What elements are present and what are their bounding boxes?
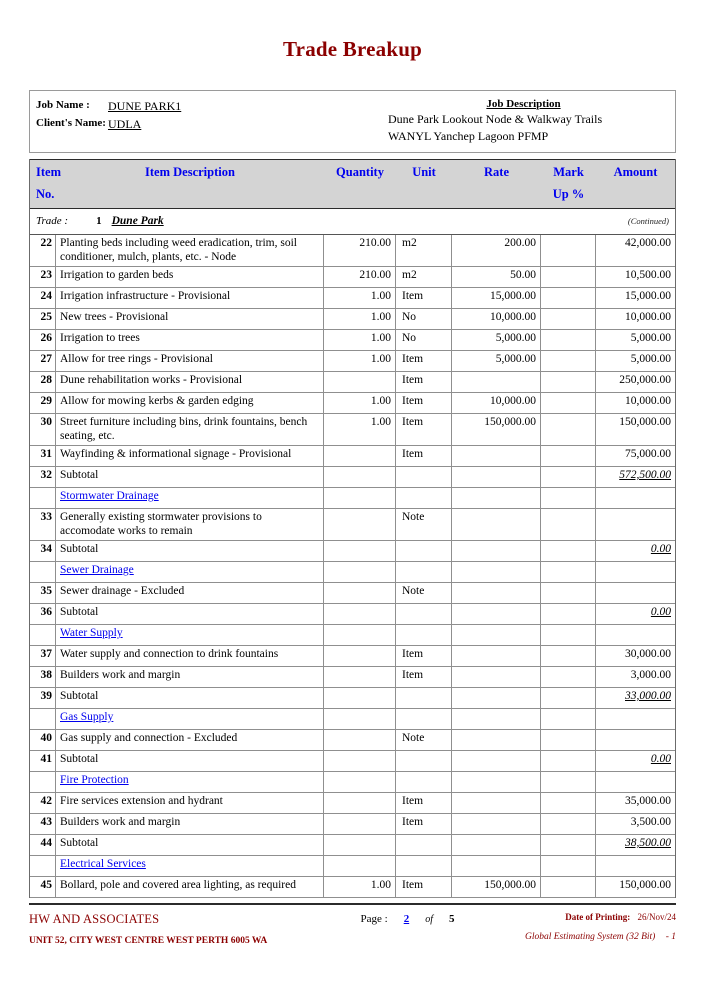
cell-no: 38 — [30, 667, 56, 687]
item-row — [30, 793, 675, 814]
cell-rate — [452, 583, 541, 603]
cell-qty — [324, 488, 396, 508]
cell-amount: 150,000.00 — [619, 416, 671, 428]
page-title: Trade Breakup — [283, 37, 422, 61]
item-row — [30, 730, 675, 751]
cell-no: 25 — [30, 309, 56, 329]
header-up-pct-label: Up % — [552, 187, 585, 201]
cell-unit: Note — [396, 583, 452, 603]
subtotal-row — [30, 751, 675, 772]
trade-number: 1 — [96, 215, 102, 227]
page-footer — [29, 903, 676, 946]
page-label: Page : — [360, 913, 388, 925]
cell-no: 45 — [30, 877, 56, 897]
cell-desc — [56, 856, 324, 876]
cell-qty: 210.00 — [324, 267, 396, 287]
cell-desc — [56, 709, 324, 729]
cell-desc: Dune rehabilitation works - Provisional — [56, 372, 324, 392]
cell-amount: 5,000.00 — [630, 353, 671, 365]
cell-amount: 0.00 — [650, 543, 671, 555]
section-header-row — [30, 856, 675, 877]
cell-rate: 5,000.00 — [452, 351, 541, 371]
cell-qty: 1.00 — [324, 393, 396, 413]
cell-desc: Subtotal — [56, 688, 324, 708]
cell-unit — [396, 541, 452, 561]
cell-mark — [541, 414, 596, 445]
cell-unit: Item — [396, 351, 452, 371]
cell-unit — [396, 772, 452, 792]
cell-mark — [541, 446, 596, 466]
cell-desc: Sewer drainage - Excluded — [56, 583, 324, 603]
cell-rate — [452, 814, 541, 834]
cell-qty: 1.00 — [324, 288, 396, 308]
cell-no: 23 — [30, 267, 56, 287]
cell-qty — [324, 772, 396, 792]
section-link[interactable]: Fire Protection — [60, 774, 129, 786]
cell-amount: 33,000.00 — [625, 690, 671, 702]
header-amount-label: Amount — [613, 165, 658, 179]
cell-qty — [324, 446, 396, 466]
cell-no: 43 — [30, 814, 56, 834]
cell-no: 34 — [30, 541, 56, 561]
job-description-line-1: Dune Park Lookout Node & Walkway Trails — [388, 112, 603, 126]
cell-rate — [452, 709, 541, 729]
item-row — [30, 667, 675, 688]
item-row — [30, 414, 675, 446]
footer-page-block — [329, 912, 486, 925]
subtotal-row — [30, 835, 675, 856]
job-info-left — [34, 96, 386, 144]
cell-amount — [596, 772, 675, 792]
cell-qty — [324, 625, 396, 645]
cell-rate — [452, 730, 541, 750]
cell-no: 44 — [30, 835, 56, 855]
cell-unit — [396, 625, 452, 645]
cell-mark — [541, 267, 596, 287]
cell-rate — [452, 688, 541, 708]
table-body — [30, 235, 675, 898]
cell-amount — [596, 625, 675, 645]
cell-mark — [541, 688, 596, 708]
cell-qty — [324, 467, 396, 487]
cell-qty: 1.00 — [324, 877, 396, 897]
section-link[interactable]: Gas Supply — [60, 711, 114, 723]
cell-mark — [541, 877, 596, 897]
section-link[interactable]: Water Supply — [60, 627, 123, 639]
cell-qty — [324, 667, 396, 687]
item-row — [30, 235, 675, 267]
cell-qty: 1.00 — [324, 330, 396, 350]
header-item-label: Item — [36, 165, 61, 179]
cell-mark — [541, 814, 596, 834]
cell-no: 27 — [30, 351, 56, 371]
cell-no: 42 — [30, 793, 56, 813]
cell-desc: New trees - Provisional — [56, 309, 324, 329]
cell-no — [30, 772, 56, 792]
cell-rate — [452, 488, 541, 508]
cell-unit: Item — [396, 372, 452, 392]
cell-qty — [324, 688, 396, 708]
header-description — [56, 160, 324, 208]
cell-unit: Item — [396, 288, 452, 308]
page-total: 5 — [448, 913, 455, 925]
cell-rate — [452, 667, 541, 687]
cell-mark — [541, 667, 596, 687]
cell-mark — [541, 541, 596, 561]
cell-unit: Item — [396, 414, 452, 445]
cell-no — [30, 856, 56, 876]
cell-desc: Gas supply and connection - Excluded — [56, 730, 324, 750]
of-label: of — [425, 914, 433, 925]
cell-desc — [56, 562, 324, 582]
section-header-row — [30, 709, 675, 730]
item-row — [30, 393, 675, 414]
cell-no: 28 — [30, 372, 56, 392]
cell-qty — [324, 856, 396, 876]
page-number-link[interactable]: 2 — [403, 913, 410, 925]
item-row — [30, 509, 675, 541]
cell-unit — [396, 751, 452, 771]
cell-mark — [541, 646, 596, 666]
cell-rate — [452, 856, 541, 876]
section-link[interactable]: Sewer Drainage — [60, 564, 134, 576]
cell-unit — [396, 604, 452, 624]
cell-desc: Allow for tree rings - Provisional — [56, 351, 324, 371]
cell-qty — [324, 730, 396, 750]
cell-mark — [541, 583, 596, 603]
trade-label: Trade : — [36, 215, 69, 227]
cell-unit: Item — [396, 393, 452, 413]
cell-desc: Subtotal — [56, 835, 324, 855]
cell-no: 36 — [30, 604, 56, 624]
cell-amount — [596, 562, 675, 582]
cell-mark — [541, 856, 596, 876]
cell-rate — [452, 467, 541, 487]
cell-no: 37 — [30, 646, 56, 666]
header-amount — [596, 160, 675, 208]
item-row — [30, 267, 675, 288]
section-link[interactable]: Stormwater Drainage — [60, 490, 159, 502]
cell-amount: 572,500.00 — [619, 469, 671, 481]
trade-name: Dune Park — [111, 215, 164, 227]
cell-no: 39 — [30, 688, 56, 708]
cell-desc: Wayfinding & informational signage - Provisional — [56, 446, 324, 466]
cell-no: 30 — [30, 414, 56, 445]
cell-desc: Builders work and margin — [56, 667, 324, 687]
cell-desc: Subtotal — [56, 604, 324, 624]
continued-note: (Continued) — [627, 216, 669, 226]
cell-amount: 0.00 — [650, 753, 671, 765]
cell-unit — [396, 467, 452, 487]
client-name-label: Client's Name: — [36, 117, 106, 129]
cell-amount: 38,500.00 — [625, 837, 671, 849]
cell-no: 40 — [30, 730, 56, 750]
cell-qty: 1.00 — [324, 351, 396, 371]
cell-qty — [324, 562, 396, 582]
cell-amount: 30,000.00 — [625, 648, 671, 660]
client-name-row — [36, 117, 386, 132]
cell-desc — [56, 772, 324, 792]
cell-mark — [541, 488, 596, 508]
cell-mark — [541, 604, 596, 624]
cell-rate — [452, 446, 541, 466]
cell-qty — [324, 541, 396, 561]
job-info-right — [386, 96, 671, 144]
trade-heading-row — [30, 209, 675, 235]
cell-rate: 200.00 — [452, 235, 541, 266]
cell-mark — [541, 351, 596, 371]
subtotal-row — [30, 467, 675, 488]
cell-rate: 150,000.00 — [452, 877, 541, 897]
cell-no — [30, 488, 56, 508]
cell-qty — [324, 751, 396, 771]
cell-desc: Builders work and margin — [56, 814, 324, 834]
cell-qty — [324, 583, 396, 603]
cell-desc — [56, 625, 324, 645]
header-markup — [541, 160, 596, 208]
cell-rate — [452, 562, 541, 582]
cell-amount: 15,000.00 — [625, 290, 671, 302]
trade-breakup-table — [29, 159, 676, 898]
cell-qty — [324, 835, 396, 855]
cell-amount: 3,500.00 — [630, 816, 671, 828]
header-rate-label: Rate — [484, 165, 509, 179]
cell-mark — [541, 772, 596, 792]
cell-amount: 0.00 — [650, 606, 671, 618]
header-mark-label: Mark — [553, 165, 584, 179]
cell-no — [30, 625, 56, 645]
subtotal-row — [30, 688, 675, 709]
cell-qty: 1.00 — [324, 309, 396, 329]
cell-rate: 50.00 — [452, 267, 541, 287]
cell-amount — [596, 730, 675, 750]
cell-amount: 3,000.00 — [630, 669, 671, 681]
cell-mark — [541, 393, 596, 413]
cell-mark — [541, 751, 596, 771]
cell-mark — [541, 288, 596, 308]
header-quantity-label: Quantity — [336, 165, 384, 179]
cell-desc: Street furniture including bins, drink fountains, bench seating, etc. — [56, 414, 324, 445]
cell-rate: 5,000.00 — [452, 330, 541, 350]
cell-mark — [541, 562, 596, 582]
cell-qty — [324, 793, 396, 813]
cell-rate: 150,000.00 — [452, 414, 541, 445]
header-unit-label: Unit — [412, 165, 436, 179]
cell-mark — [541, 793, 596, 813]
cell-qty: 210.00 — [324, 235, 396, 266]
item-row — [30, 646, 675, 667]
cell-mark — [541, 330, 596, 350]
cell-rate — [452, 604, 541, 624]
cell-no — [30, 562, 56, 582]
cell-amount — [596, 856, 675, 876]
cell-desc: Generally existing stormwater provisions to accomodate works to remain — [56, 509, 324, 540]
cell-no: 41 — [30, 751, 56, 771]
job-name-label: Job Name : — [36, 99, 90, 111]
cell-amount: 5,000.00 — [630, 332, 671, 344]
cell-unit: No — [396, 330, 452, 350]
cell-rate: 15,000.00 — [452, 288, 541, 308]
header-description-label: Item Description — [145, 165, 235, 179]
company-address: UNIT 52, CITY WEST CENTRE WEST PERTH 6005 WA — [29, 936, 268, 946]
cell-amount: 150,000.00 — [619, 879, 671, 891]
cell-no: 29 — [30, 393, 56, 413]
job-description-heading: Job Description — [486, 98, 561, 110]
cell-rate — [452, 772, 541, 792]
cell-desc: Irrigation to trees — [56, 330, 324, 350]
cell-mark — [541, 372, 596, 392]
date-of-printing-label: Date of Printing: — [565, 912, 631, 922]
cell-unit: m2 — [396, 235, 452, 266]
item-row — [30, 330, 675, 351]
cell-qty — [324, 709, 396, 729]
job-name-row — [36, 99, 386, 114]
cell-rate — [452, 509, 541, 540]
header-quantity — [324, 160, 396, 208]
cell-no: 26 — [30, 330, 56, 350]
cell-desc: Irrigation to garden beds — [56, 267, 324, 287]
cell-unit: Item — [396, 793, 452, 813]
cell-rate — [452, 835, 541, 855]
header-no-label: No. — [36, 187, 55, 201]
company-name: HW AND ASSOCIATES — [29, 912, 160, 926]
cell-no: 35 — [30, 583, 56, 603]
subtotal-row — [30, 604, 675, 625]
cell-rate — [452, 646, 541, 666]
cell-rate — [452, 372, 541, 392]
section-header-row — [30, 625, 675, 646]
cell-mark — [541, 835, 596, 855]
cell-qty — [324, 604, 396, 624]
cell-amount: 10,500.00 — [625, 269, 671, 281]
cell-no: 31 — [30, 446, 56, 466]
cell-no: 22 — [30, 235, 56, 266]
table-header-row — [30, 159, 675, 209]
cell-unit: Item — [396, 646, 452, 666]
header-item-no — [30, 160, 61, 208]
cell-unit — [396, 835, 452, 855]
cell-unit: Note — [396, 509, 452, 540]
section-header-row — [30, 488, 675, 509]
footer-company-block — [29, 912, 329, 946]
item-row — [30, 446, 675, 467]
cell-unit — [396, 562, 452, 582]
cell-mark — [541, 309, 596, 329]
cell-rate: 10,000.00 — [452, 309, 541, 329]
cell-amount: 35,000.00 — [625, 795, 671, 807]
cell-mark — [541, 730, 596, 750]
item-row — [30, 309, 675, 330]
cell-rate — [452, 541, 541, 561]
section-link[interactable]: Electrical Services — [60, 858, 146, 870]
cell-qty — [324, 372, 396, 392]
cell-qty: 1.00 — [324, 414, 396, 445]
job-name-value: DUNE PARK1 — [108, 99, 182, 113]
cell-no: 33 — [30, 509, 56, 540]
item-row — [30, 877, 675, 898]
section-header-row — [30, 772, 675, 793]
cell-rate — [452, 751, 541, 771]
cell-mark — [541, 625, 596, 645]
cell-amount: 250,000.00 — [619, 374, 671, 386]
cell-desc: Subtotal — [56, 751, 324, 771]
item-row — [30, 288, 675, 309]
cell-mark — [541, 709, 596, 729]
cell-unit — [396, 688, 452, 708]
cell-unit: m2 — [396, 267, 452, 287]
header-unit — [396, 160, 452, 208]
system-suffix: - 1 — [665, 932, 676, 942]
cell-desc: Water supply and connection to drink fountains — [56, 646, 324, 666]
cell-unit — [396, 709, 452, 729]
item-row — [30, 583, 675, 604]
cell-unit: Item — [396, 814, 452, 834]
cell-qty — [324, 814, 396, 834]
cell-unit: Item — [396, 877, 452, 897]
cell-no: 32 — [30, 467, 56, 487]
section-header-row — [30, 562, 675, 583]
item-row — [30, 351, 675, 372]
header-rate — [452, 160, 541, 208]
cell-amount: 75,000.00 — [625, 448, 671, 460]
item-row — [30, 372, 675, 393]
cell-amount — [596, 488, 675, 508]
footer-print-block — [486, 912, 676, 942]
job-description-line-2: WANYL Yanchep Lagoon PFMP — [388, 129, 549, 143]
cell-desc: Irrigation infrastructure - Provisional — [56, 288, 324, 308]
cell-unit: Note — [396, 730, 452, 750]
cell-unit — [396, 488, 452, 508]
cell-qty — [324, 646, 396, 666]
date-of-printing-value: 26/Nov/24 — [637, 912, 676, 922]
cell-desc: Allow for mowing kerbs & garden edging — [56, 393, 324, 413]
cell-no — [30, 709, 56, 729]
cell-unit: No — [396, 309, 452, 329]
cell-amount — [596, 709, 675, 729]
cell-rate — [452, 793, 541, 813]
cell-unit — [396, 856, 452, 876]
cell-rate — [452, 625, 541, 645]
cell-desc: Fire services extension and hydrant — [56, 793, 324, 813]
cell-amount — [596, 583, 675, 603]
cell-desc: Subtotal — [56, 541, 324, 561]
cell-amount: 10,000.00 — [625, 311, 671, 323]
cell-mark — [541, 467, 596, 487]
cell-no: 24 — [30, 288, 56, 308]
cell-mark — [541, 509, 596, 540]
cell-unit: Item — [396, 667, 452, 687]
cell-amount: 42,000.00 — [625, 237, 671, 249]
cell-unit: Item — [396, 446, 452, 466]
cell-desc: Planting beds including weed eradication, trim, soil conditioner, mulch, plants, etc. - Node — [56, 235, 324, 266]
cell-qty — [324, 509, 396, 540]
cell-amount — [596, 509, 675, 540]
client-name-value: UDLA — [108, 117, 142, 131]
cell-mark — [541, 235, 596, 266]
cell-amount: 10,000.00 — [625, 395, 671, 407]
cell-rate: 10,000.00 — [452, 393, 541, 413]
system-name: Global Estimating System (32 Bit) — [524, 932, 656, 942]
cell-desc — [56, 488, 324, 508]
item-row — [30, 814, 675, 835]
cell-desc: Subtotal — [56, 467, 324, 487]
subtotal-row — [30, 541, 675, 562]
cell-desc: Bollard, pole and covered area lighting, as required — [56, 877, 324, 897]
job-info-box — [29, 90, 676, 153]
